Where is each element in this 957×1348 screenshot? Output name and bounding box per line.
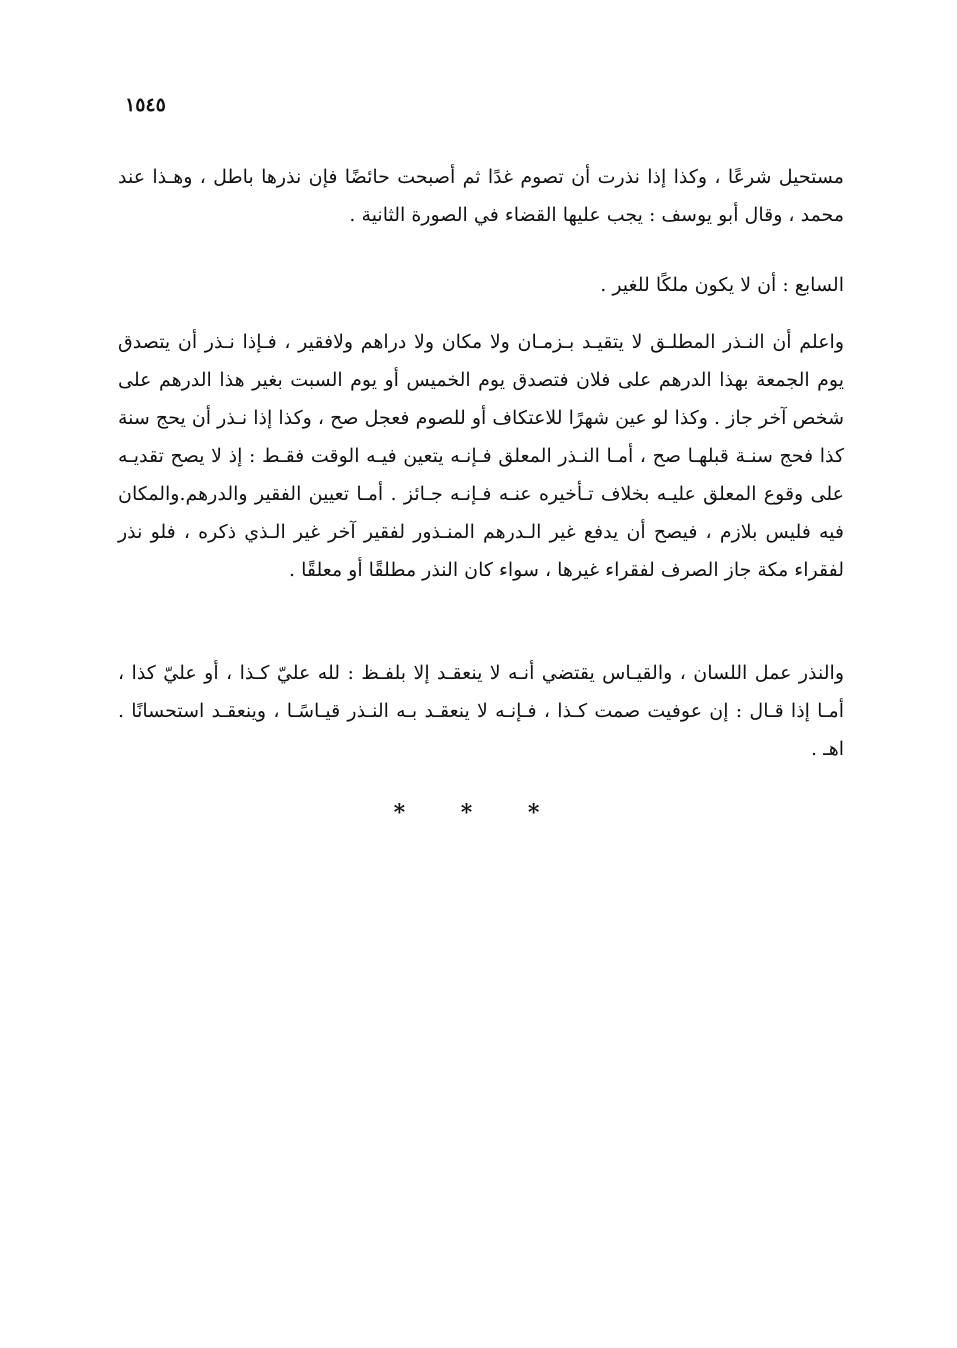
paragraph-2: السابع : أن لا يكون ملكًا للغير . — [600, 274, 844, 296]
section-separator: * * * — [393, 800, 564, 826]
paragraph-3: واعلم أن النـذر المطلـق لا يتقيـد بـزمـان ولا مكان ولا دراهم ولافقير ، فـإذا نـذر أن يتصدق يوم الجمعة بهذا الدرهم على فلان فتصدق يوم الخميس أو يوم السبت بغير هذا الدرهم على شخص آخر جاز . وكذا لو عين شهرًا للاعتكاف أو للصوم فعجل صح ، وكذا إذا نـذر أن يحج سنة كذا فحج سنـة قبلهـا صح ، أمـا النـذر المعلق فـإنـه يتعين فيـه الوقت فقـط : إذ لا يصح تقديـه على وقوع المعلق عليـه بخلاف تـأخيره عنـه فـإنـه جـائز . أمـا تعيين الفقير والدرهم.والمكان فيه فليس بلازم ، فيصح أن يدفع غير الـدرهم المنـذور لفقير آخر غير الـذي ذكره ، فلو نذر لفقراء مكة جاز الصرف لفقراء غيرها ، سواء كان النذر مطلقًا أو معلقًا . — [118, 331, 844, 581]
paragraph-4: والنذر عمل اللسان ، والقيـاس يقتضي أنـه لا ينعقـد إلا بلفـظ : لله عليّ كـذا ، أو عليّ كذا ، أمـا إذا قـال : إن عوفيت صمت كـذا ، فـإنـه لا ينعقـد بـه النـذر قيـاسًـا ، وينعقـد استحسانًا . اهـ . — [118, 662, 844, 760]
paragraph-1: مستحيل شرعًا ، وكذا إذا نذرت أن تصوم غدًا ثم أصبحت حائضًا فإن نذرها باطل ، وهـذا عند محمد ، وقال أبو يوسف : يجب عليها القضاء في الصورة الثانية . — [118, 166, 844, 226]
page-number: ١٥٤٥ — [125, 94, 166, 116]
